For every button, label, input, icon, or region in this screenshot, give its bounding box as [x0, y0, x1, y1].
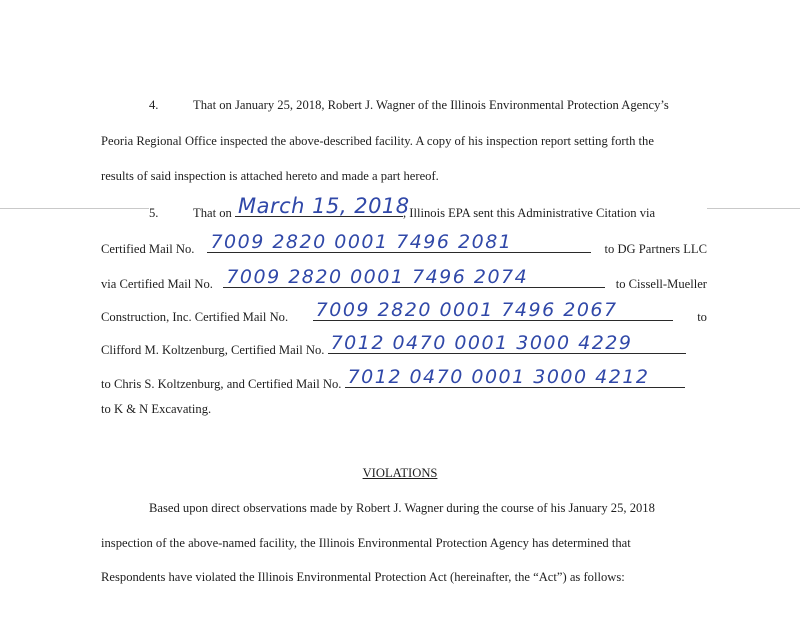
paragraph-5-line-4 — [101, 299, 707, 325]
cm-blank-4 — [328, 332, 686, 354]
paragraph-4-line-3: results of said inspection is attached hereto and made a part hereof. — [101, 169, 439, 183]
paragraph-5-line-3 — [101, 266, 707, 292]
recipient-1: to DG Partners LLC — [604, 242, 707, 256]
violations-line-3: Respondents have violated the Illinois Environmental Protection Act (hereinafter, the “Act”) as follows: — [101, 570, 625, 584]
recipient-4-text: Clifford M. Koltzenburg, Certified Mail No. — [101, 343, 325, 357]
paragraph-5-number: 5. — [149, 206, 159, 220]
after-date-text: , Illinois EPA sent this Administrative Citation via — [402, 206, 656, 220]
scan-rule-right — [707, 208, 800, 209]
construction-text: Construction, Inc. Certified Mail No. — [101, 310, 289, 324]
recipient-2: to Cissell-Mueller — [615, 277, 707, 291]
cm-blank-1 — [207, 231, 591, 253]
cm-blank-2 — [223, 266, 605, 288]
recipient-5-text: to Chris S. Koltzenburg, and Certified Mail No. — [101, 377, 342, 391]
paragraph-5-line-2 — [101, 231, 707, 257]
paragraph-5-line-1 — [149, 194, 707, 221]
handwritten-cm-number-4: 7012 0470 0001 3000 4229 — [330, 332, 633, 354]
handwritten-cm-number-1: 7009 2820 0001 7496 2081 — [210, 231, 513, 253]
paragraph-4-text-1: That on January 25, 2018, Robert J. Wagner of the Illinois Environmental Protection Agency’s — [193, 98, 669, 112]
paragraph-5-line-6 — [101, 366, 707, 392]
cm-label-1: Certified Mail No. — [101, 242, 195, 256]
scan-rule-left — [0, 208, 149, 209]
date-blank — [235, 194, 410, 218]
paragraph-5-line-5 — [101, 332, 707, 358]
handwritten-date: March 15, 2018 — [237, 194, 410, 218]
via-label-2: via Certified Mail No. — [101, 277, 213, 291]
paragraph-4-number: 4. — [149, 98, 159, 112]
that-on-text: That on — [193, 206, 232, 220]
paragraph-4-line-1 — [149, 97, 707, 113]
paragraph-4-line-2: Peoria Regional Office inspected the above-described facility. A copy of his inspection report setting forth the — [101, 134, 654, 148]
handwritten-cm-number-5: 7012 0470 0001 3000 4212 — [347, 366, 650, 388]
violations-line-1: Based upon direct observations made by Robert J. Wagner during the course of his January 25, 2018 — [149, 501, 655, 515]
violations-heading: VIOLATIONS — [362, 466, 438, 480]
to-word: to — [697, 310, 707, 324]
violations-line-2: inspection of the above-named facility, the Illinois Environmental Protection Agency has determined that — [101, 536, 631, 550]
paragraph-5-line-7: to K & N Excavating. — [101, 402, 212, 416]
cm-blank-5 — [345, 366, 685, 388]
cm-blank-3 — [313, 299, 673, 321]
handwritten-cm-number-2: 7009 2820 0001 7496 2074 — [226, 266, 529, 288]
handwritten-cm-number-3: 7009 2820 0001 7496 2067 — [315, 299, 618, 321]
